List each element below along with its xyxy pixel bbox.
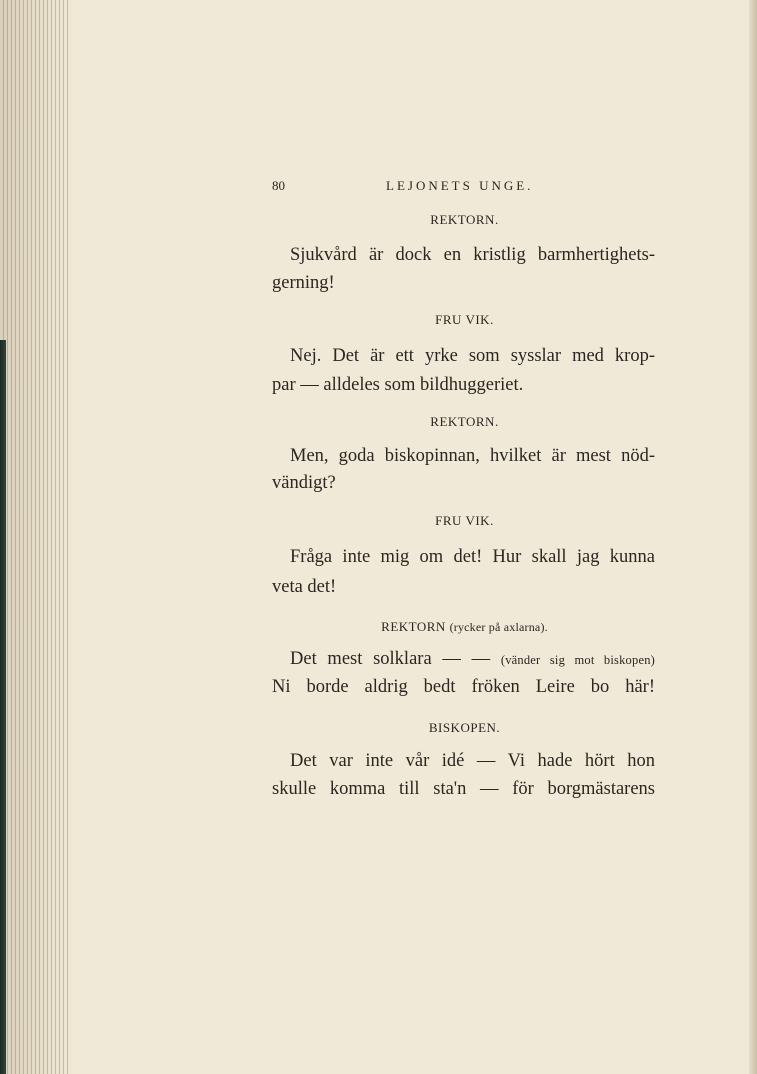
dialogue-line: Nej. Det är ett yrke som sysslar med krop- bbox=[290, 346, 655, 366]
dialogue-line: skulle komma till sta'n — för borgmästarens bbox=[272, 779, 655, 799]
dialogue-line: vändigt? bbox=[272, 473, 336, 493]
speaker-heading: REKTORN. bbox=[430, 414, 499, 429]
page-number: 80 bbox=[272, 178, 285, 193]
running-title: LEJONETS UNGE. bbox=[386, 178, 534, 193]
dialogue-line: Fråga inte mig om det! Hur skall jag kunna bbox=[290, 547, 655, 567]
dialogue-text: Det mest solklara — — bbox=[290, 649, 491, 669]
speaker-heading: BISKOPEN. bbox=[428, 720, 501, 735]
stage-direction: (rycker på axlarna). bbox=[449, 620, 548, 634]
right-page-edge bbox=[749, 0, 757, 1074]
dialogue-line: veta det! bbox=[272, 577, 337, 597]
speaker-name: REKTORN bbox=[381, 619, 446, 634]
dialogue-line: gerning! bbox=[272, 273, 335, 293]
dialogue-line: Sjukvård är dock en kristlig barmhertighets- bbox=[290, 245, 655, 265]
speaker-heading: FRU VIK. bbox=[435, 312, 494, 327]
dialogue-line: Men, goda biskopinnan, hvilket är mest nöd- bbox=[290, 446, 655, 466]
speaker-heading bbox=[272, 619, 657, 635]
book-page bbox=[72, 0, 749, 1074]
dialogue-line: par — alldeles som bildhuggeriet. bbox=[272, 375, 524, 395]
dialogue-line: Ni borde aldrig bedt fröken Leire bo här! bbox=[272, 677, 655, 697]
stage-direction: (vänder sig mot biskopen) bbox=[500, 653, 656, 667]
dialogue-line: Det var inte vår idé — Vi hade hört hon bbox=[290, 751, 655, 771]
speaker-heading: FRU VIK. bbox=[435, 513, 494, 528]
book-cover-edge bbox=[0, 340, 6, 1074]
dialogue-line bbox=[290, 646, 655, 672]
book-page-edges bbox=[0, 0, 70, 1074]
page-header bbox=[272, 178, 657, 196]
speaker-heading: REKTORN. bbox=[430, 212, 499, 227]
